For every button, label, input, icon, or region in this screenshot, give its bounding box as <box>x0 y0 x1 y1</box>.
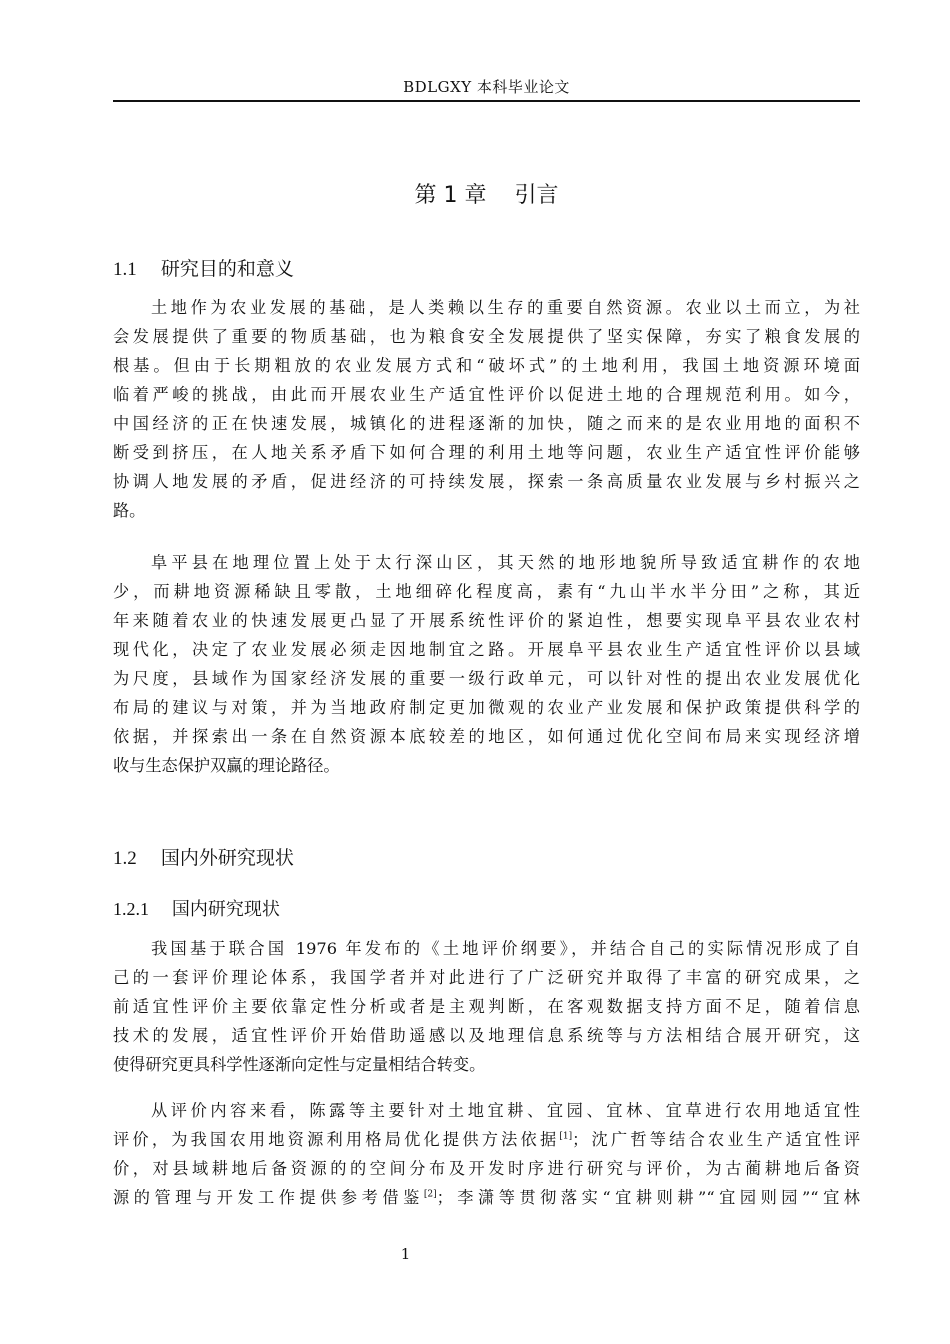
page-number: 1 <box>400 1245 411 1263</box>
paragraph-fuping-county <box>113 548 860 780</box>
paragraph-domestic-theory <box>113 934 860 1079</box>
paragraph-evaluation-content <box>113 1096 860 1212</box>
text-line: 己的一套评价理论体系，我国学者并对此进行了广泛研究并取得了丰富的研究成果，之 <box>113 968 860 987</box>
section-heading-1-2-1 <box>113 895 280 921</box>
text-line: 价，对县域耕地后备资源的的空间分布及开发时序进行研究与评价，为古蔺耕地后备资 <box>113 1159 860 1178</box>
section-title: 研究目的和意义 <box>160 258 294 280</box>
text-span: 源的管理与开发工作提供参考借鉴 <box>113 1188 424 1207</box>
text-line: 收与生态保护双赢的理论路径。 <box>113 756 340 775</box>
text-line: 依据，并探索出一条在自然资源本底较差的地区，如何通过优化空间布局来实现经济增 <box>113 727 860 746</box>
text-span: ；沈广哲等结合农业生产适宜性评 <box>572 1130 861 1149</box>
text-line: 土地作为农业发展的基础，是人类赖以生存的重要自然资源。农业以土而立，为社 <box>151 298 860 317</box>
text-line: 临着严峻的挑战，由此而开展农业生产适宜性评价以促进土地的合理规范利用。如今， <box>113 385 860 404</box>
text-line: 从评价内容来看，陈露等主要针对土地宜耕、宜园、宜林、宜草进行农用地适宜性 <box>151 1101 860 1120</box>
paragraph-research-purpose <box>113 293 860 525</box>
text-line: 协调人地发展的矛盾，促进经济的可持续发展，探索一条高质量农业发展与乡村振兴之 <box>113 472 860 491</box>
text-line: 年来随着农业的快速发展更凸显了开展系统性评价的紧迫性，想要实现阜平县农业农村 <box>113 611 860 630</box>
text-line: 断受到挤压，在人地关系矛盾下如何合理的利用土地等问题，农业生产适宜性评价能够 <box>113 443 860 462</box>
text-line: 阜平县在地理位置上处于太行深山区，其天然的地形地貌所导致适宜耕作的农地 <box>151 553 860 572</box>
text-span: ；李潇等贯彻落实“宜耕则耕”“宜园则园”“宜林 <box>436 1188 860 1207</box>
section-number: 1.1 <box>113 259 137 280</box>
text-span: 评价，为我国农用地资源利用格局优化提供方法依据 <box>113 1130 560 1149</box>
text-line: 中国经济的正在快速发展，城镇化的进程逐渐的加快，随之而来的是农业用地的面积不 <box>113 414 860 433</box>
text-line: 路。 <box>113 501 146 520</box>
section-title: 国内研究现状 <box>171 899 280 920</box>
section-heading-1-1 <box>113 254 294 281</box>
text-line: 会发展提供了重要的物质基础，也为粮食安全发展提供了坚实保障，夯实了粮食发展的 <box>113 327 860 346</box>
text-line: 根基。但由于长期粗放的农业发展方式和“破坏式”的土地利用，我国土地资源环境面 <box>113 356 860 375</box>
running-header: BDLGXY 本科毕业论文 <box>403 78 570 96</box>
text-line: 前适宜性评价主要依靠定性分析或者是主观判断，在客观数据支持方面不足，随着信息 <box>113 997 860 1016</box>
section-number: 1.2.1 <box>113 899 149 919</box>
text-line: 现代化，决定了农业发展必须走因地制宜之路。开展阜平县农业生产适宜性评价以县域 <box>113 640 860 659</box>
text-line <box>113 1183 860 1212</box>
text-line: 技术的发展，适宜性评价开始借助遥感以及地理信息系统等与方法相结合展开研究，这 <box>113 1026 860 1045</box>
section-number: 1.2 <box>113 848 137 869</box>
section-title: 国内外研究现状 <box>160 847 294 869</box>
text-line <box>113 1125 860 1154</box>
text-line: 使得研究更具科学性逐渐向定性与定量相结合转变。 <box>113 1055 486 1074</box>
text-line: 我国基于联合国 1976 年发布的《土地评价纲要》，并结合自己的实际情况形成了自 <box>151 939 860 958</box>
chapter-title: 第 1 章 引言 <box>414 183 559 208</box>
header-rule <box>113 100 860 102</box>
section-heading-1-2 <box>113 843 294 870</box>
citation-ref[interactable]: [1] <box>559 1131 573 1142</box>
citation-ref[interactable]: [2] <box>423 1189 437 1200</box>
text-line: 少，而耕地资源稀缺且零散，土地细碎化程度高，素有“九山半水半分田”之称，其近 <box>113 582 860 601</box>
text-line: 布局的建议与对策，并为当地政府制定更加微观的农业产业发展和保护政策提供科学的 <box>113 698 860 717</box>
text-line: 为尺度，县域作为国家经济发展的重要一级行政单元，可以针对性的提出农业发展优化 <box>113 669 860 688</box>
